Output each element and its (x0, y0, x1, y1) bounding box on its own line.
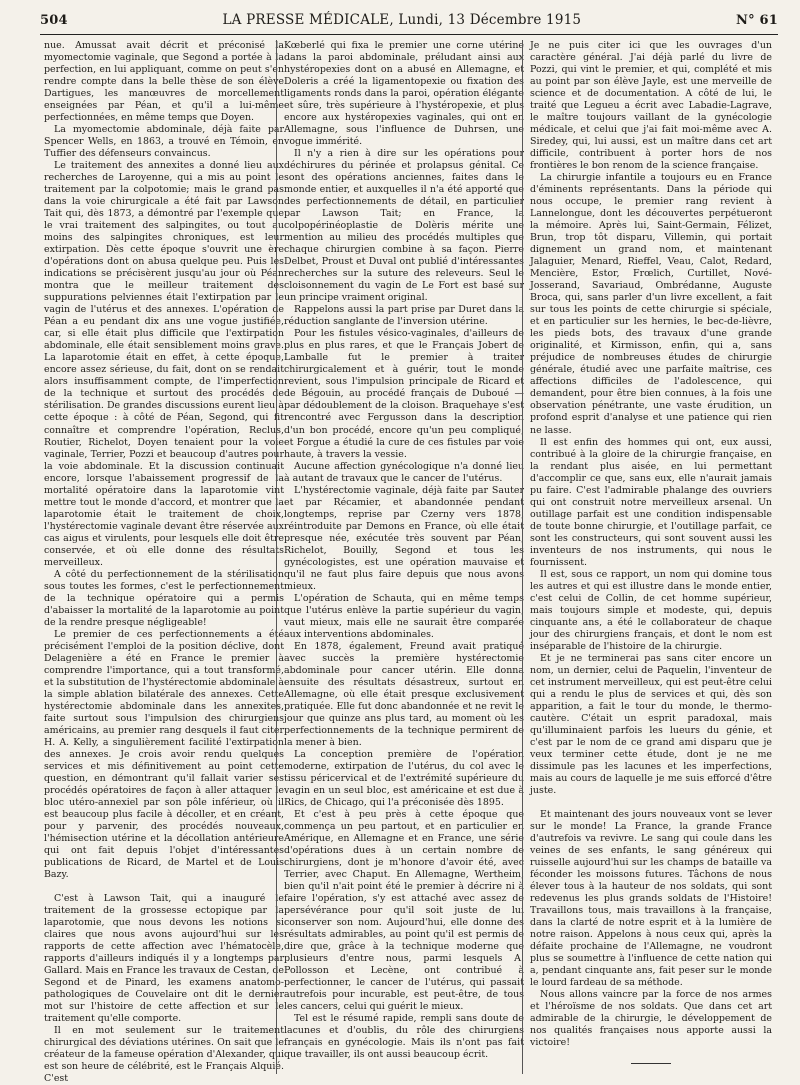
paragraph: L'hystérectomie vaginale, déjà faite par Sauter et par Récamier, et abandonnée pendant longtemps, reprise par Czerny vers 1878, réintroduite par Demons en France, où elle était presque née, exécutée très souvent par Péan, Richelot, Bouilly, Segond et tous les gynécologistes, est une opération mauvaise et qu'il ne faut plus faire depuis que nous avons mieux. (284, 484, 524, 592)
column-1 (44, 40, 284, 1085)
end-rule (631, 1063, 671, 1064)
page-header (40, 12, 778, 34)
paragraph: Aucune affection gynécologique n'a donné lieu à autant de travaux que le cancer de l'utérus. (284, 460, 524, 484)
paragraph: nue. Amussat avait décrit et préconisé la myomectomie vaginale, que Segond a portée à la perfection, en lui appliquant, comme on peut s'en rendre compte dans la belle thèse de son élève Dartigues, les manœuvres de morcellement enseignées par Péan, et qu'il a lui-même perfectionnées, en même temps que Doyen. (44, 40, 284, 124)
paragraph: Nous allons vaincre par la force de nos armes et l'héroïsme de nos soldats. Que dans cet art admirable de la chirurgie, le développement de nos qualités françaises nous apporte aussi la victoire! (530, 989, 772, 1049)
paragraph: Il est, sous ce rapport, un nom qui domine tous les autres et qui est illustre dans le monde entier, c'est celui de Collin, de cet homme supérieur, mais toujours simple et modeste, qui, depuis cinquante ans, a été le collaborateur de chaque jour des chirurgiens français, et dont le nom est inséparable de l'histoire de la chirurgie. (530, 568, 772, 652)
paragraph: Il est enfin des hommes qui ont, eux aussi, contribué à la gloire de la chirurgie française, en la rendant plus aisée, en lui permettant d'accomplir ce que, sans eux, elle n'aurait jamais pu faire. C'est l'admirable phalange des ouvriers qui ont construit notre merveilleux arsenal. Un outillage parfait est une condition indispensable de toute bonne chirurgie, et l'outillage parfait, ce sont les constructeurs, qui sont souvent aussi les inventeurs de nos instruments, qui nous le fournissent. (530, 436, 772, 568)
paragraph: Pour les fistules vésico-vaginales, d'ailleurs de plus en plus rares, et que le Français Jobert de Lamballe fut le premier à traiter chirurgicalement et à guérir, tout le monde revient, sous l'impulsion principale de Ricard et de Bégouin, au procédé français de Duboué — par dédoublement de la cloison. Braquehaye s'est rencontré avec Fergusson dans la description d'un bon procédé, encore qu'un peu compliqué, et Forgue a étudié la cure de ces fistules par voie haute, à travers la vessie. (284, 328, 524, 460)
paragraph: C'est à Lawson Tait, qui a inauguré le traitement de la grossesse ectopique par la laparotomie, que nous devons les notions si claires que nous avons aujourd'hui sur les rapports de cette affection avec l'hématocèle, rapports d'ailleurs indiqués il y a longtemps par Gallard. Mais en France les travaux de Cestan, de Segond et de Pinard, les examens anatomo-pathologiques de Couvelaire ont dit le dernier mot sur l'histoire de cette affection et sur le traitement qu'elle comporte. (44, 893, 284, 1025)
column-2 (284, 40, 524, 1076)
paragraph: Et je ne terminerai pas sans citer encore un nom, un dernier, celui de Paquelin, l'inventeur de cet instrument merveilleux, qui est peut-être celui qui a rendu le plus de services et qui, dès son apparition, a fait le tour du monde, le thermo-cautère. C'était un esprit paradoxal, mais qu'illuminaient parfois les lueurs du génie, et c'est par le nom de ce grand ami disparu que je veux terminer cette étude, dont je ne me dissimule pas les lacunes et les imperfections, mais au cours de laquelle je me suis efforcé d'être juste. (530, 652, 772, 796)
paragraph: La conception première de l'opération moderne, extirpation de l'utérus, du col avec le tissu péricervical et de l'extrémité supérieure du vagin en un seul bloc, est américaine et est due à Rics, de Chicago, qui l'a préconisée dès 1895. (284, 748, 524, 808)
column-3 (530, 40, 772, 1076)
paragraph: Il en mot seulement sur le traitement chirurgical des déviations utérines. On sait que le créateur de la fameuse opération d'Alexander, qui est son heure de célébrité, est le Français Alquié. C'est (44, 1025, 284, 1085)
paragraph: Je ne puis citer ici que les ouvrages d'un caractère général. J'ai déjà parlé du livre de Pozzi, qui vint le premier, et qui, complété et mis au point par son élève Jayle, est une merveille de science et de documentation. A côté de lui, le traité que Legueu a écrit avec Labadie-Lagrave, le maître toujours vaillant de la gynécologie médicale, et celui que j'ai fait moi-même avec A. Siredey, qui, lui aussi, est un maître dans cet art difficile, contribuent à porter hors de nos frontières le bon renom de la science française. (530, 40, 772, 172)
page-number: 504 (40, 13, 68, 28)
paragraph: Tel est le résumé rapide, rempli sans doute de lacunes et d'oublis, du rôle des chirurgiens français en gynécologie. Mais ils n'ont pas fait que travailler, ils ont aussi beaucoup écrit. (284, 1013, 524, 1061)
paragraph: Et maintenant des jours nouveaux vont se lever sur le monde! La France, la grande France d'autrefois va revivre. Le sang qui coule dans les veines de ses enfants, le sang généreux qui ruisselle aujourd'hui sur les champs de bataille va féconder les moissons futures. Tâchons de nous élever tous à la hauteur de nos soldats, qui sont redevenus les plus grands soldats de l'Histoire! Travaillons tous, mais travaillons à la française, dans la clarté de notre esprit et à la lumière de notre raison. Appelons à nous ceux qui, après la défaite prochaine de l'Allemagne, ne voudront plus se soumettre à l'influence de cette nation qui a, pendant cinquante ans, fait peser sur le monde le lourd fardeau de sa méthode. (530, 808, 772, 989)
header-rule (40, 34, 778, 35)
paragraph: Il n'y a rien à dire sur les opérations pour déchirures du périnée et prolapsus génital. Ce sont des opérations anciennes, faites dans le monde entier, et auxquelles il n'a été apporté que des perfectionnements de détail, en particulier par Lawson Tait; en France, la colpopérinéoplastie de Dolèris mérite une mention au milieu des procédés multiples que chaque chirurgien combine à sa façon. Pierre Delbet, Proust et Duval ont publié d'intéressantes recherches sur la suture des releveurs. Seul le cloisonnement du vagin de Le Fort est basé sur un principe vraiment original. (284, 148, 524, 304)
paragraph: L'opération de Schauta, qui en même temps que l'utérus enlève la partie supérieur du vagin, vaut mieux, mais elle ne saurait être comparée aux interventions abdominales. (284, 592, 524, 640)
column-separator (522, 40, 523, 1074)
section-gap (530, 797, 772, 809)
paragraph: Kœberlé qui fixa le premier une corne utérine dans la paroi abdominale, préludant ainsi aux hystéropexies dont on a abusé en Allemagne, et Doleris a créé la ligamentopexie ou fixation des ligaments ronds dans la paroi, opération élégante et sûre, très supérieure à l'hystéropexie, et plus encore aux hystéropexies vaginales, qui ont en Allemagne, sous l'influence de Duhrsen, une vogue immérité. (284, 40, 524, 148)
paragraph: Le traitement des annexites a donné lieu aux recherches de Laroyenne, qui a mis au point le traitement par la colpotomie; mais le grand pas dans la voie chirurgicale a été fait par Lawson Tait qui, dès 1873, a démontré par l'exemple que le vrai traitement des salpingites, ou tout au moins des salpingites chroniques, est leur extirpation. Dès cette époque s'ouvrit une ère d'opérations dont on abusa quelque peu. Puis les indications se précisèrent jusqu'au jour où Péan montra que le meilleur traitement des suppurations pelviennes était l'extirpation par le vagin de l'utérus et des annexes. L'opération de Péan a eu pendant dix ans une vogue justifiée, car, si elle était plus difficile que l'extirpation abdominale, elle était sensiblement moins grave. La laparotomie était en effet, à cette époque, encore assez sérieuse, du fait, dont on se rendait alors insuffisamment compte, de l'imperfection de la technique et surtout des procédés de stérilisation. De grandes discussions eurent lieu à cette époque : à côté de Péan, Segond, qui fit connaître et comprendre l'opération, Reclus, Routier, Richelot, Doyen tenaient pour la voie vaginale, Terrier, Pozzi et beaucoup d'autres pour la voie abdominale. Et la discussion continuait encore, lorsque l'abaissement progressif de la mortalité opératoire dans la laparotomie vint mettre tout le monde d'accord, et montrer que la laparotomie était le traitement de choix, l'hystérectomie vaginale devant être réservée aux cas aigus et virulents, pour lesquels elle doit être conservée, et où elle donne des résultats merveilleux. (44, 160, 284, 568)
column-separator (276, 40, 277, 1074)
paragraph: En 1878, également, Freund avait pratiqué avec succès la première hystérectomie abdominale pour cancer utérin. Elle donna ensuite des résultats désastreux, surtout en Allemagne, où elle était presque exclusivement pratiquée. Elle fut donc abandonnée et ne revit le jour que quinze ans plus tard, au moment où les perfectionnements de la technique permirent de la mener à bien. (284, 640, 524, 748)
issue-number: N° 61 (736, 13, 778, 28)
paragraph: Et c'est à peu près à cette époque que commença un peu partout, et en particulier en Amérique, en Allemagne et en France, une série d'opérations dues à un certain nombre de chirurgiens, dont je m'honore d'avoir été, avec Terrier, avec Chaput. En Allemagne, Wertheim, bien qu'il n'ait point été le premier à décrire ni à faire l'opération, s'y est attaché avec assez de persévérance pour qu'il soit juste de lui conserver son nom. Aujourd'hui, elle donne des résultats admirables, au point qu'il est permis de dire que, grâce à la technique moderne que plusieurs d'entre nous, parmi lesquels A. Pollosson et Lecène, ont contribué à perfectionner, le cancer de l'utérus, qui passait autrefois pour incurable, est peut-être, de tous les cancers, celui qui guérit le mieux. (284, 809, 524, 1013)
paragraph: La myomectomie abdominale, déjà faite par Spencer Wells, en 1863, a trouvé en Témoin, en Tuffier des défenseurs convaincus. (44, 124, 284, 160)
section-gap (44, 881, 284, 893)
paragraph: A côté du perfectionnement de la stérilisation sous toutes les formes, c'est le perfectionnement de la technique opératoire qui a permis d'abaisser la mortalité de la laparotomie au point de la rendre presque négligeable! (44, 568, 284, 628)
paragraph: Le premier de ces perfectionnements a été précisément l'emploi de la position déclive, dont Delagenière a été en France le premier à comprendre l'importance, qui a tout transformé, et la substitution de l'hystérectomie abdominale à la simple ablation bilatérale des annexes. Cette hystérectomie abdominale dans les annexites, faite surtout sous l'impulsion des chirurgiens américains, au premier rang desquels il faut citer H. A. Kelly, a singulièrement facilité l'extirpation des annexes. Je crois avoir rendu quelques services et mis définitivement au point cette question, en démontrant qu'il fallait varier ses procédés opératoires de façon à aller attaquer le bloc utéro-annexiel par son pôle inférieur, où il est beaucoup plus facile à décoller, et en créant, pour y parvenir, des procédés nouveaux, l'hémisection utérine et la décollation antérieure qui ont fait depuis l'objet d'intéressantes publications de Ricard, de Martel et de Louis Bazy. (44, 628, 284, 881)
journal-title: LA PRESSE MÉDICALE, Lundi, 13 Décembre 1915 (222, 12, 582, 28)
paragraph: La chirurgie infantile a toujours eu en France d'éminents représentants. Dans la période qui nous occupe, le premier rang revient à Lannelongue, dont les découvertes perpétueront la mémoire. Après lui, Saint-Germain, Félizet, Brun, trop tôt disparu, Villemin, qui portait dignement un grand nom, et maintenant Jalaguier, Menard, Rieffel, Veau, Calot, Redard, Mencière, Estor, Frœlich, Curtillet, Nové-Josserand, Savariaud, Ombrédanne, Auguste Broca, qui, sans parler d'un livre excellent, a fait sur tous les points de cette chirurgie si spéciale, et en particulier sur les hernies, le bec-de-lièvre, les pieds bots, des travaux d'une grande originalité, et Kirmisson, enfin, qui a, sans préjudice de nombreuses études de chirurgie générale, étudié avec une parfaite maîtrise, ces affections difficiles de l'adolescence, qui demandent, pour être bien connues, à la fois une observation pénétrante, une vaste érudition, un profond esprit d'analyse et une patience qui rien ne lasse. (530, 172, 772, 436)
paragraph: Rappelons aussi la part prise par Duret dans la réduction sanglante de l'inversion utérine. (284, 304, 524, 328)
